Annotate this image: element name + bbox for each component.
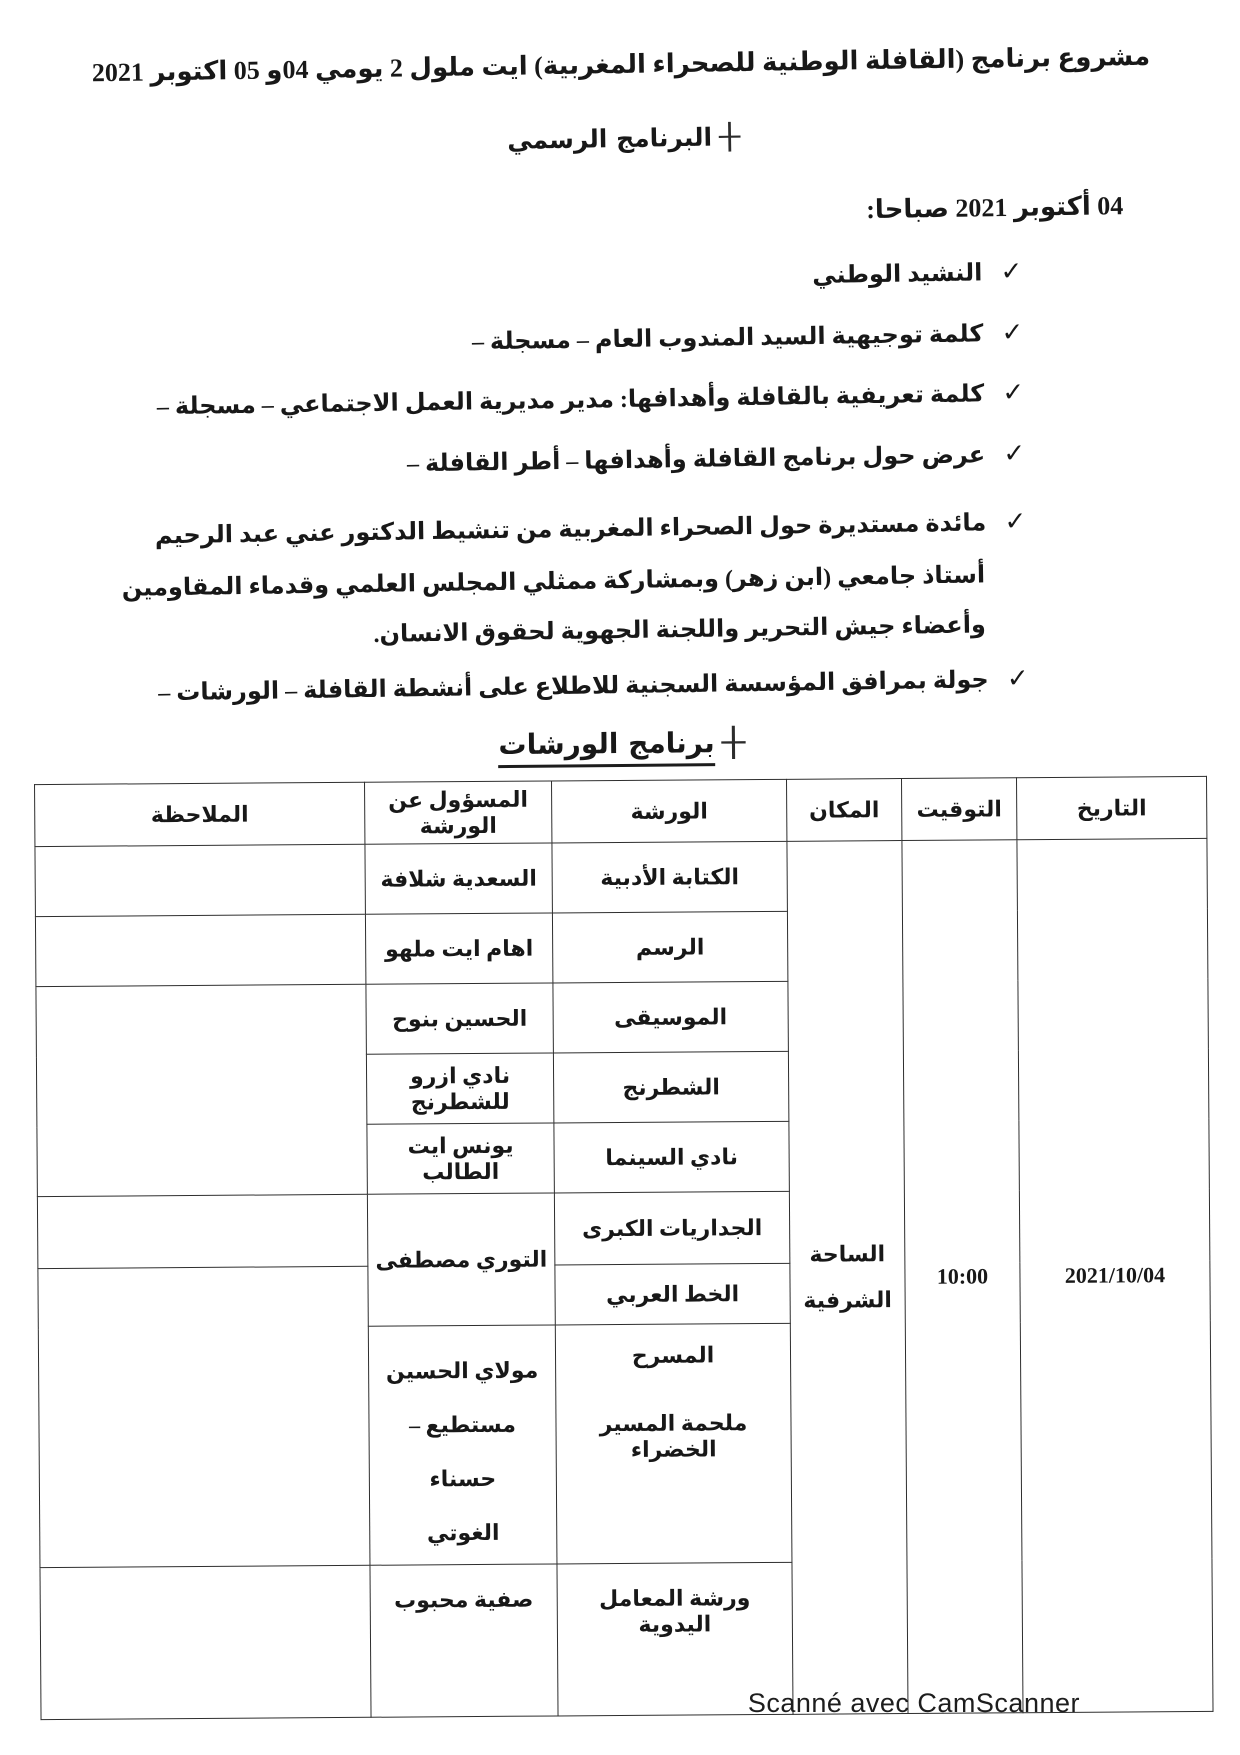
table-row bbox=[35, 838, 1207, 916]
checkmark-icon: ✓ bbox=[1002, 377, 1025, 409]
document-header-section bbox=[0, 0, 1240, 716]
note-cell bbox=[36, 984, 367, 1196]
program-item-text: النشيد الوطني bbox=[812, 260, 983, 290]
note-cell bbox=[37, 1194, 367, 1268]
note-cell bbox=[38, 1266, 370, 1567]
program-checklist bbox=[99, 253, 1029, 714]
header-date: التاريخ bbox=[1016, 776, 1206, 839]
official-program-subtitle bbox=[2, 114, 1240, 162]
supervisor-cell: السعدية شلافة bbox=[365, 843, 552, 914]
place-line: الشرفية bbox=[803, 1286, 893, 1313]
workshops-table bbox=[34, 776, 1214, 1720]
program-item-anthem bbox=[99, 253, 1023, 307]
note-cell bbox=[35, 914, 365, 986]
header-note: الملاحظة bbox=[35, 782, 365, 846]
workshop-cell bbox=[555, 1323, 792, 1563]
plus-bullet-icon: ┼ bbox=[721, 725, 746, 760]
workshops-heading-text: برنامج الورشات bbox=[498, 726, 715, 768]
program-item-presentation bbox=[102, 434, 1026, 488]
program-item-tour bbox=[106, 660, 1030, 714]
note-cell bbox=[35, 844, 365, 916]
header-time: التوقيت bbox=[901, 778, 1016, 841]
time-value: 10:00 bbox=[936, 1263, 989, 1289]
workshop-cell: الخط العربي bbox=[555, 1263, 790, 1325]
page-title: مشروع برنامج (القافلة الوطنية للصحراء المغربية) ايت ملول 2 يومي 04و 05 اكتوبر 2021 bbox=[91, 41, 1151, 88]
program-item-text: عرض حول برنامج القافلة وأهدافها – أطر القافلة – bbox=[406, 441, 986, 477]
supervisor-cell: نادي ازرو للشطرنج bbox=[366, 1053, 553, 1124]
official-program-label: البرنامج الرسمي bbox=[507, 122, 713, 155]
program-item-intro-speech bbox=[101, 374, 1025, 428]
checkmark-icon: ✓ bbox=[1001, 317, 1024, 348]
date-value: 2021/10/04 bbox=[1064, 1261, 1166, 1288]
supervisor-line: مولاي الحسين bbox=[385, 1357, 539, 1384]
supervisor-cell: صفية محبوب bbox=[370, 1563, 558, 1716]
program-item-text: كلمة تعريفية بالقافلة وأهدافها: مدير مديرية العمل الاجتماعي – مسجلة – bbox=[156, 381, 985, 421]
plus-bullet-icon: ┼ bbox=[718, 122, 741, 152]
program-item-text: جولة بمرافق المؤسسة السجنية للاطلاع على أنشطة القافلة – الورشات – bbox=[158, 667, 989, 707]
checkmark-icon: ✓ bbox=[1006, 664, 1029, 695]
checkmark-icon: ✓ bbox=[1003, 438, 1026, 469]
workshop-cell: نادي السينما bbox=[554, 1121, 789, 1193]
session-date-heading: 04 أكتوبر 2021 صباحا: bbox=[866, 191, 1124, 225]
place-cell bbox=[787, 840, 908, 1713]
checkmark-icon: ✓ bbox=[1000, 256, 1023, 288]
workshop-cell: الجداريات الكبرى bbox=[554, 1191, 789, 1265]
date-cell bbox=[1017, 838, 1213, 1712]
time-cell bbox=[902, 840, 1023, 1713]
supervisor-cell: التوري مصطفى bbox=[367, 1193, 555, 1326]
program-item-text: كلمة توجيهية السيد المندوب العام – مسجلة – bbox=[471, 320, 984, 355]
workshops-program-heading bbox=[0, 722, 1240, 766]
workshop-cell: الموسيقى bbox=[553, 981, 788, 1053]
supervisor-line: الغوتي bbox=[426, 1519, 500, 1545]
camscanner-credit: Scanné avec CamScanner bbox=[747, 1688, 1080, 1718]
supervisor-cell: يونس ايت الطالب bbox=[367, 1123, 554, 1194]
place-line: الساحة bbox=[809, 1240, 886, 1267]
program-item-delegate-speech bbox=[100, 313, 1024, 367]
workshop-cell: ورشة المعامل اليدوية bbox=[557, 1562, 793, 1716]
header-supervisor: المسؤول عن الورشة bbox=[365, 781, 552, 844]
program-item-round-table bbox=[103, 495, 1028, 665]
workshops-table-wrapper bbox=[34, 776, 1213, 1720]
header-place: المكان bbox=[786, 778, 901, 841]
workshop-cell: الرسم bbox=[552, 911, 787, 983]
table-header-row bbox=[35, 776, 1207, 846]
workshop-cell: الشطرنج bbox=[553, 1051, 788, 1123]
header-workshop: الورشة bbox=[552, 779, 787, 843]
checkmark-icon: ✓ bbox=[1004, 506, 1027, 538]
supervisor-line: مستطيع – حسناء bbox=[408, 1411, 517, 1492]
supervisor-cell: الحسين بنوح bbox=[366, 983, 553, 1054]
supervisor-cell bbox=[368, 1325, 557, 1565]
workshop-subtitle: ملحمة المسير الخضراء bbox=[599, 1410, 748, 1462]
workshop-cell: الكتابة الأدبية bbox=[552, 841, 787, 913]
supervisor-cell: اهام ايت ملهو bbox=[365, 913, 552, 984]
note-cell bbox=[40, 1565, 371, 1719]
workshop-title: المسرح bbox=[631, 1342, 715, 1368]
program-item-text: مائدة مستديرة حول الصحراء المغربية من تنشيط الدكتور عني عبد الرحيم أستاذ جامعي (ابن زهر) وبمشاركة ممثلي المجلس العلمي وقدماء المقاومين وأعضاء جيش التحرير واللجنة الجهوية لحقوق الانسان. bbox=[121, 510, 987, 648]
